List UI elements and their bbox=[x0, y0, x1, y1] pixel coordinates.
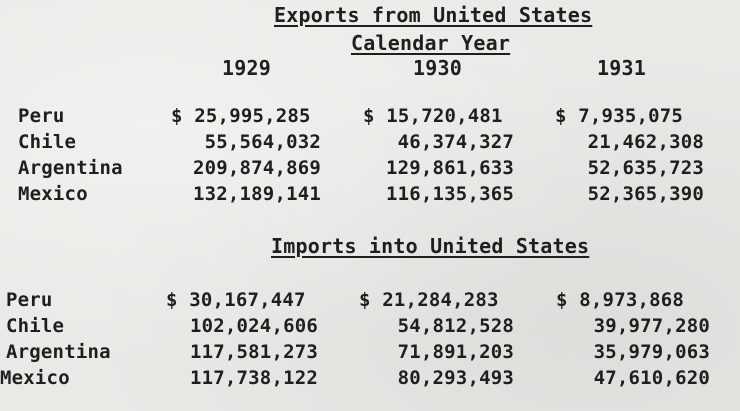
exports-title: Exports from United States bbox=[274, 3, 593, 27]
value-1929: 117,738,122 bbox=[189, 367, 318, 389]
value-1931: 52,365,390 bbox=[587, 183, 704, 205]
year-header-1929: 1929 bbox=[222, 56, 271, 80]
value-1929: 209,874,869 bbox=[192, 157, 321, 179]
value-1931: 52,635,723 bbox=[587, 157, 704, 179]
value-1930: 80,293,493 bbox=[397, 367, 514, 389]
imports-title: Imports into United States bbox=[271, 234, 590, 258]
country-label: Chile bbox=[6, 315, 65, 337]
calendar-year-subtitle: Calendar Year bbox=[351, 31, 511, 55]
value-1930: 129,861,633 bbox=[385, 157, 514, 179]
value-1930: 46,374,327 bbox=[397, 131, 514, 153]
value-1929: $ 30,167,447 bbox=[166, 289, 306, 311]
value-1931: $ 8,973,868 bbox=[556, 289, 685, 311]
value-1930: $ 15,720,481 bbox=[363, 105, 503, 127]
country-label: Peru bbox=[6, 289, 53, 311]
value-1929: $ 25,995,285 bbox=[171, 105, 311, 127]
value-1929: 132,189,141 bbox=[192, 183, 321, 205]
value-1931: $ 7,935,075 bbox=[555, 105, 684, 127]
value-1929: 117,581,273 bbox=[189, 341, 318, 363]
year-header-1930: 1930 bbox=[413, 56, 462, 80]
value-1930: 71,891,203 bbox=[397, 341, 514, 363]
value-1931: 35,979,063 bbox=[593, 341, 710, 363]
country-label: Mexico bbox=[0, 367, 70, 389]
country-label: Mexico bbox=[18, 183, 88, 205]
year-header-1931: 1931 bbox=[597, 56, 646, 80]
value-1930: 116,135,365 bbox=[385, 183, 514, 205]
value-1929: 102,024,606 bbox=[189, 315, 318, 337]
value-1931: 21,462,308 bbox=[587, 131, 704, 153]
value-1930: 54,812,528 bbox=[397, 315, 514, 337]
country-label: Argentina bbox=[18, 157, 123, 179]
value-1930: $ 21,284,283 bbox=[359, 289, 499, 311]
value-1931: 47,610,620 bbox=[593, 367, 710, 389]
country-label: Chile bbox=[18, 131, 77, 153]
country-label: Argentina bbox=[6, 341, 111, 363]
country-label: Peru bbox=[18, 105, 65, 127]
value-1931: 39,977,280 bbox=[593, 315, 710, 337]
value-1929: 55,564,032 bbox=[204, 131, 321, 153]
